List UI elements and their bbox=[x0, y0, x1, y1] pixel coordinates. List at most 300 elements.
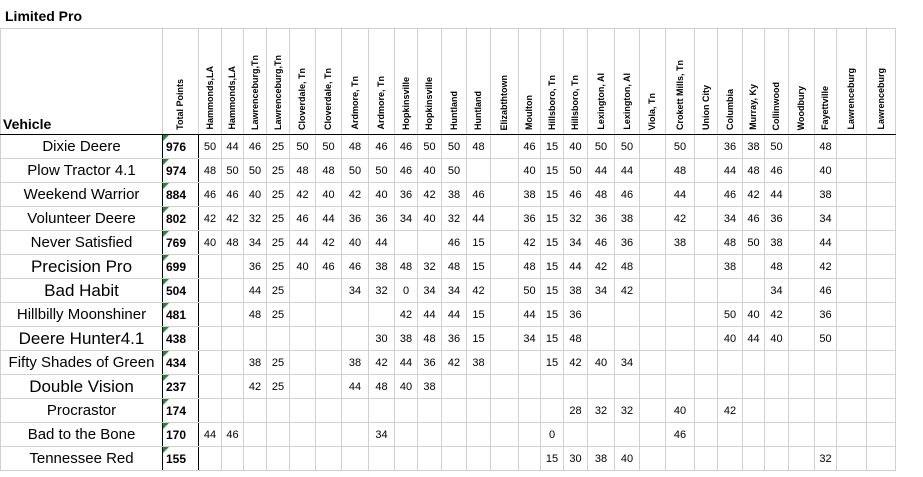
points-cell[interactable] bbox=[743, 423, 765, 447]
points-cell[interactable] bbox=[491, 231, 519, 255]
points-cell[interactable] bbox=[815, 399, 837, 423]
points-cell[interactable]: 44 bbox=[815, 231, 837, 255]
points-cell[interactable]: 38 bbox=[718, 255, 743, 279]
points-cell[interactable]: 36 bbox=[369, 207, 395, 231]
points-cell[interactable]: 40 bbox=[369, 183, 395, 207]
points-cell[interactable] bbox=[789, 207, 815, 231]
points-cell[interactable]: 40 bbox=[815, 159, 837, 183]
points-cell[interactable]: 38 bbox=[615, 207, 640, 231]
points-cell[interactable]: 48 bbox=[519, 255, 541, 279]
points-cell[interactable] bbox=[765, 375, 789, 399]
points-cell[interactable] bbox=[199, 447, 222, 471]
points-cell[interactable]: 36 bbox=[244, 255, 267, 279]
points-cell[interactable]: 38 bbox=[666, 231, 695, 255]
vehicle-name[interactable]: Bad Habit bbox=[1, 279, 163, 303]
points-cell[interactable]: 32 bbox=[244, 207, 267, 231]
points-cell[interactable]: 44 bbox=[199, 423, 222, 447]
points-cell[interactable] bbox=[519, 423, 541, 447]
points-cell[interactable]: 40 bbox=[342, 231, 369, 255]
points-cell[interactable]: 40 bbox=[418, 159, 442, 183]
points-cell[interactable] bbox=[867, 375, 896, 399]
points-cell[interactable] bbox=[789, 351, 815, 375]
points-cell[interactable] bbox=[867, 327, 896, 351]
points-cell[interactable]: 34 bbox=[564, 231, 588, 255]
points-cell[interactable] bbox=[640, 255, 666, 279]
points-cell[interactable]: 15 bbox=[541, 183, 564, 207]
points-cell[interactable]: 25 bbox=[267, 183, 290, 207]
points-cell[interactable] bbox=[837, 183, 867, 207]
points-cell[interactable] bbox=[290, 303, 316, 327]
points-cell[interactable] bbox=[615, 423, 640, 447]
total-points-cell[interactable]: 174 bbox=[163, 399, 199, 423]
points-cell[interactable]: 50 bbox=[666, 135, 695, 159]
total-points-cell[interactable]: 769 bbox=[163, 231, 199, 255]
points-cell[interactable] bbox=[695, 207, 718, 231]
points-cell[interactable]: 38 bbox=[564, 279, 588, 303]
points-cell[interactable]: 42 bbox=[222, 207, 244, 231]
points-cell[interactable] bbox=[837, 207, 867, 231]
points-cell[interactable]: 34 bbox=[815, 207, 837, 231]
points-cell[interactable]: 44 bbox=[442, 303, 467, 327]
points-cell[interactable] bbox=[222, 327, 244, 351]
points-cell[interactable] bbox=[867, 255, 896, 279]
points-cell[interactable]: 38 bbox=[815, 183, 837, 207]
points-cell[interactable] bbox=[519, 375, 541, 399]
points-cell[interactable]: 42 bbox=[244, 375, 267, 399]
points-cell[interactable]: 15 bbox=[467, 303, 491, 327]
points-cell[interactable] bbox=[316, 423, 342, 447]
points-cell[interactable]: 50 bbox=[718, 303, 743, 327]
points-cell[interactable] bbox=[290, 399, 316, 423]
points-cell[interactable]: 50 bbox=[442, 159, 467, 183]
points-cell[interactable] bbox=[789, 399, 815, 423]
points-cell[interactable]: 46 bbox=[615, 183, 640, 207]
points-cell[interactable] bbox=[718, 447, 743, 471]
points-cell[interactable]: 34 bbox=[369, 423, 395, 447]
points-cell[interactable]: 34 bbox=[442, 279, 467, 303]
points-cell[interactable] bbox=[316, 447, 342, 471]
points-cell[interactable]: 48 bbox=[666, 159, 695, 183]
points-cell[interactable]: 48 bbox=[718, 231, 743, 255]
points-cell[interactable] bbox=[199, 399, 222, 423]
points-cell[interactable] bbox=[867, 279, 896, 303]
points-cell[interactable]: 25 bbox=[267, 279, 290, 303]
points-cell[interactable] bbox=[666, 447, 695, 471]
points-cell[interactable] bbox=[222, 399, 244, 423]
points-cell[interactable] bbox=[695, 231, 718, 255]
points-cell[interactable]: 46 bbox=[369, 135, 395, 159]
total-points-cell[interactable]: 481 bbox=[163, 303, 199, 327]
points-cell[interactable] bbox=[695, 135, 718, 159]
points-cell[interactable]: 30 bbox=[369, 327, 395, 351]
points-cell[interactable]: 15 bbox=[541, 231, 564, 255]
points-cell[interactable]: 50 bbox=[290, 135, 316, 159]
points-cell[interactable] bbox=[789, 159, 815, 183]
points-cell[interactable] bbox=[222, 279, 244, 303]
points-cell[interactable] bbox=[743, 255, 765, 279]
points-cell[interactable] bbox=[316, 375, 342, 399]
points-cell[interactable] bbox=[491, 303, 519, 327]
points-cell[interactable] bbox=[815, 375, 837, 399]
points-cell[interactable]: 46 bbox=[666, 423, 695, 447]
points-cell[interactable] bbox=[541, 399, 564, 423]
points-cell[interactable] bbox=[290, 327, 316, 351]
points-cell[interactable]: 15 bbox=[541, 303, 564, 327]
points-cell[interactable] bbox=[789, 447, 815, 471]
points-cell[interactable] bbox=[244, 399, 267, 423]
total-points-cell[interactable]: 699 bbox=[163, 255, 199, 279]
points-cell[interactable] bbox=[267, 327, 290, 351]
points-cell[interactable] bbox=[418, 231, 442, 255]
points-cell[interactable] bbox=[588, 327, 615, 351]
points-cell[interactable] bbox=[743, 399, 765, 423]
points-cell[interactable] bbox=[789, 423, 815, 447]
points-cell[interactable]: 40 bbox=[743, 303, 765, 327]
points-cell[interactable]: 42 bbox=[564, 351, 588, 375]
points-cell[interactable] bbox=[837, 135, 867, 159]
points-cell[interactable] bbox=[695, 159, 718, 183]
points-cell[interactable] bbox=[666, 375, 695, 399]
points-cell[interactable] bbox=[467, 159, 491, 183]
points-cell[interactable]: 48 bbox=[815, 135, 837, 159]
points-cell[interactable] bbox=[765, 399, 789, 423]
points-cell[interactable]: 40 bbox=[244, 183, 267, 207]
points-cell[interactable] bbox=[342, 423, 369, 447]
points-cell[interactable]: 25 bbox=[267, 135, 290, 159]
points-cell[interactable]: 46 bbox=[395, 135, 418, 159]
points-cell[interactable]: 25 bbox=[267, 231, 290, 255]
points-cell[interactable] bbox=[837, 447, 867, 471]
points-cell[interactable] bbox=[615, 375, 640, 399]
points-cell[interactable]: 46 bbox=[395, 159, 418, 183]
points-cell[interactable]: 36 bbox=[588, 207, 615, 231]
points-cell[interactable]: 30 bbox=[564, 447, 588, 471]
points-cell[interactable]: 46 bbox=[588, 231, 615, 255]
points-cell[interactable]: 48 bbox=[222, 231, 244, 255]
points-cell[interactable] bbox=[588, 303, 615, 327]
points-cell[interactable] bbox=[718, 279, 743, 303]
points-cell[interactable] bbox=[837, 423, 867, 447]
points-cell[interactable] bbox=[491, 255, 519, 279]
points-cell[interactable]: 50 bbox=[222, 159, 244, 183]
points-cell[interactable]: 42 bbox=[519, 231, 541, 255]
points-cell[interactable] bbox=[867, 447, 896, 471]
points-cell[interactable]: 50 bbox=[588, 135, 615, 159]
points-cell[interactable] bbox=[640, 351, 666, 375]
points-cell[interactable]: 36 bbox=[342, 207, 369, 231]
points-cell[interactable] bbox=[369, 447, 395, 471]
points-cell[interactable]: 15 bbox=[541, 135, 564, 159]
points-cell[interactable]: 48 bbox=[395, 255, 418, 279]
points-cell[interactable] bbox=[290, 375, 316, 399]
points-cell[interactable]: 34 bbox=[395, 207, 418, 231]
points-cell[interactable] bbox=[588, 375, 615, 399]
points-cell[interactable] bbox=[867, 183, 896, 207]
points-cell[interactable] bbox=[491, 135, 519, 159]
points-cell[interactable]: 32 bbox=[369, 279, 395, 303]
points-cell[interactable] bbox=[789, 375, 815, 399]
points-cell[interactable]: 46 bbox=[519, 135, 541, 159]
points-cell[interactable]: 46 bbox=[467, 183, 491, 207]
points-cell[interactable] bbox=[695, 375, 718, 399]
points-cell[interactable] bbox=[442, 447, 467, 471]
points-cell[interactable] bbox=[491, 207, 519, 231]
points-cell[interactable]: 50 bbox=[519, 279, 541, 303]
points-cell[interactable] bbox=[837, 351, 867, 375]
vehicle-name[interactable]: Precision Pro bbox=[1, 255, 163, 279]
points-cell[interactable] bbox=[491, 447, 519, 471]
points-cell[interactable]: 48 bbox=[342, 135, 369, 159]
points-cell[interactable] bbox=[640, 135, 666, 159]
points-cell[interactable]: 28 bbox=[564, 399, 588, 423]
points-cell[interactable]: 36 bbox=[442, 327, 467, 351]
total-points-cell[interactable]: 237 bbox=[163, 375, 199, 399]
points-cell[interactable] bbox=[666, 327, 695, 351]
points-cell[interactable]: 50 bbox=[615, 135, 640, 159]
total-points-cell[interactable]: 974 bbox=[163, 159, 199, 183]
points-cell[interactable]: 25 bbox=[267, 351, 290, 375]
points-cell[interactable] bbox=[640, 183, 666, 207]
total-points-cell[interactable]: 434 bbox=[163, 351, 199, 375]
points-cell[interactable]: 32 bbox=[564, 207, 588, 231]
points-cell[interactable]: 15 bbox=[541, 159, 564, 183]
points-cell[interactable]: 38 bbox=[765, 231, 789, 255]
vehicle-name[interactable]: Bad to the Bone bbox=[1, 423, 163, 447]
total-points-cell[interactable]: 504 bbox=[163, 279, 199, 303]
points-cell[interactable] bbox=[222, 375, 244, 399]
points-cell[interactable]: 40 bbox=[615, 447, 640, 471]
vehicle-name[interactable]: Tennessee Red bbox=[1, 447, 163, 471]
points-cell[interactable]: 36 bbox=[395, 183, 418, 207]
points-cell[interactable] bbox=[815, 351, 837, 375]
points-cell[interactable] bbox=[867, 303, 896, 327]
points-cell[interactable] bbox=[267, 423, 290, 447]
points-cell[interactable]: 44 bbox=[290, 231, 316, 255]
points-cell[interactable]: 46 bbox=[222, 183, 244, 207]
points-cell[interactable]: 44 bbox=[467, 207, 491, 231]
points-cell[interactable]: 44 bbox=[369, 231, 395, 255]
points-cell[interactable]: 48 bbox=[290, 159, 316, 183]
points-cell[interactable] bbox=[837, 303, 867, 327]
points-cell[interactable]: 32 bbox=[588, 399, 615, 423]
points-cell[interactable]: 32 bbox=[615, 399, 640, 423]
points-cell[interactable]: 50 bbox=[369, 159, 395, 183]
points-cell[interactable] bbox=[442, 375, 467, 399]
points-cell[interactable]: 42 bbox=[290, 183, 316, 207]
points-cell[interactable] bbox=[640, 447, 666, 471]
total-points-cell[interactable]: 802 bbox=[163, 207, 199, 231]
points-cell[interactable]: 25 bbox=[267, 375, 290, 399]
points-cell[interactable] bbox=[837, 279, 867, 303]
points-cell[interactable] bbox=[695, 255, 718, 279]
points-cell[interactable] bbox=[369, 303, 395, 327]
points-cell[interactable]: 44 bbox=[588, 159, 615, 183]
points-cell[interactable] bbox=[718, 375, 743, 399]
points-cell[interactable]: 42 bbox=[395, 303, 418, 327]
points-cell[interactable]: 44 bbox=[244, 279, 267, 303]
points-cell[interactable]: 34 bbox=[342, 279, 369, 303]
points-cell[interactable] bbox=[837, 375, 867, 399]
points-cell[interactable] bbox=[743, 375, 765, 399]
points-cell[interactable]: 50 bbox=[342, 159, 369, 183]
points-cell[interactable]: 40 bbox=[718, 327, 743, 351]
points-cell[interactable] bbox=[290, 447, 316, 471]
points-cell[interactable] bbox=[789, 327, 815, 351]
points-cell[interactable] bbox=[491, 399, 519, 423]
total-points-cell[interactable]: 170 bbox=[163, 423, 199, 447]
points-cell[interactable]: 40 bbox=[519, 159, 541, 183]
total-points-cell[interactable]: 155 bbox=[163, 447, 199, 471]
points-cell[interactable] bbox=[418, 423, 442, 447]
vehicle-name[interactable]: Plow Tractor 4.1 bbox=[1, 159, 163, 183]
points-cell[interactable] bbox=[789, 303, 815, 327]
points-cell[interactable]: 42 bbox=[743, 183, 765, 207]
points-cell[interactable] bbox=[837, 231, 867, 255]
points-cell[interactable]: 15 bbox=[541, 207, 564, 231]
vehicle-name[interactable]: Procrastor bbox=[1, 399, 163, 423]
points-cell[interactable]: 48 bbox=[588, 183, 615, 207]
points-cell[interactable] bbox=[789, 231, 815, 255]
points-cell[interactable]: 38 bbox=[588, 447, 615, 471]
points-cell[interactable]: 38 bbox=[442, 183, 467, 207]
points-cell[interactable] bbox=[867, 423, 896, 447]
points-cell[interactable]: 44 bbox=[765, 183, 789, 207]
points-cell[interactable]: 42 bbox=[588, 255, 615, 279]
points-cell[interactable] bbox=[789, 255, 815, 279]
points-cell[interactable] bbox=[395, 447, 418, 471]
points-cell[interactable]: 50 bbox=[418, 135, 442, 159]
points-cell[interactable]: 36 bbox=[815, 303, 837, 327]
points-cell[interactable] bbox=[695, 447, 718, 471]
points-cell[interactable] bbox=[640, 327, 666, 351]
points-cell[interactable]: 36 bbox=[765, 207, 789, 231]
points-cell[interactable]: 50 bbox=[316, 135, 342, 159]
points-cell[interactable] bbox=[244, 423, 267, 447]
points-cell[interactable]: 32 bbox=[442, 207, 467, 231]
points-cell[interactable]: 15 bbox=[467, 255, 491, 279]
points-cell[interactable]: 38 bbox=[418, 375, 442, 399]
points-cell[interactable]: 32 bbox=[418, 255, 442, 279]
points-cell[interactable]: 44 bbox=[564, 255, 588, 279]
points-cell[interactable] bbox=[199, 279, 222, 303]
points-cell[interactable] bbox=[369, 399, 395, 423]
points-cell[interactable] bbox=[222, 351, 244, 375]
points-cell[interactable] bbox=[541, 375, 564, 399]
points-cell[interactable] bbox=[695, 279, 718, 303]
points-cell[interactable]: 46 bbox=[342, 255, 369, 279]
points-cell[interactable] bbox=[640, 303, 666, 327]
points-cell[interactable]: 48 bbox=[615, 255, 640, 279]
points-cell[interactable] bbox=[442, 399, 467, 423]
points-cell[interactable] bbox=[695, 327, 718, 351]
points-cell[interactable] bbox=[837, 327, 867, 351]
points-cell[interactable]: 46 bbox=[815, 279, 837, 303]
points-cell[interactable]: 38 bbox=[467, 351, 491, 375]
points-cell[interactable] bbox=[867, 159, 896, 183]
vehicle-name[interactable]: Never Satisfied bbox=[1, 231, 163, 255]
points-cell[interactable]: 32 bbox=[815, 447, 837, 471]
points-cell[interactable] bbox=[867, 135, 896, 159]
points-cell[interactable]: 48 bbox=[369, 375, 395, 399]
points-cell[interactable]: 40 bbox=[666, 399, 695, 423]
points-cell[interactable]: 46 bbox=[244, 135, 267, 159]
points-cell[interactable]: 46 bbox=[564, 183, 588, 207]
points-cell[interactable]: 34 bbox=[615, 351, 640, 375]
points-cell[interactable]: 40 bbox=[588, 351, 615, 375]
points-cell[interactable]: 40 bbox=[290, 255, 316, 279]
points-cell[interactable] bbox=[199, 351, 222, 375]
points-cell[interactable] bbox=[199, 327, 222, 351]
points-cell[interactable]: 46 bbox=[743, 207, 765, 231]
points-cell[interactable]: 44 bbox=[519, 303, 541, 327]
points-cell[interactable]: 38 bbox=[244, 351, 267, 375]
points-cell[interactable]: 40 bbox=[418, 207, 442, 231]
points-cell[interactable] bbox=[199, 375, 222, 399]
points-cell[interactable]: 25 bbox=[267, 255, 290, 279]
points-cell[interactable] bbox=[640, 159, 666, 183]
points-cell[interactable] bbox=[640, 207, 666, 231]
points-cell[interactable]: 15 bbox=[467, 327, 491, 351]
points-cell[interactable] bbox=[491, 183, 519, 207]
points-cell[interactable] bbox=[290, 351, 316, 375]
points-cell[interactable]: 15 bbox=[541, 351, 564, 375]
points-cell[interactable]: 48 bbox=[743, 159, 765, 183]
points-cell[interactable]: 50 bbox=[564, 159, 588, 183]
points-cell[interactable]: 42 bbox=[442, 351, 467, 375]
vehicle-name[interactable]: Dixie Deere bbox=[1, 135, 163, 159]
vehicle-name[interactable]: Hillbilly Moonshiner bbox=[1, 303, 163, 327]
points-cell[interactable] bbox=[290, 423, 316, 447]
points-cell[interactable] bbox=[395, 231, 418, 255]
points-cell[interactable] bbox=[316, 327, 342, 351]
points-cell[interactable] bbox=[467, 399, 491, 423]
points-cell[interactable] bbox=[695, 351, 718, 375]
points-cell[interactable] bbox=[267, 447, 290, 471]
points-cell[interactable]: 40 bbox=[316, 183, 342, 207]
points-cell[interactable] bbox=[867, 351, 896, 375]
points-cell[interactable] bbox=[342, 447, 369, 471]
points-cell[interactable] bbox=[244, 327, 267, 351]
vehicle-name[interactable]: Double Vision bbox=[1, 375, 163, 399]
points-cell[interactable] bbox=[718, 351, 743, 375]
points-cell[interactable]: 38 bbox=[519, 183, 541, 207]
points-cell[interactable] bbox=[342, 327, 369, 351]
points-cell[interactable] bbox=[395, 423, 418, 447]
points-cell[interactable] bbox=[640, 231, 666, 255]
points-cell[interactable] bbox=[765, 423, 789, 447]
points-cell[interactable]: 42 bbox=[342, 183, 369, 207]
points-cell[interactable]: 36 bbox=[418, 351, 442, 375]
points-cell[interactable] bbox=[695, 183, 718, 207]
points-cell[interactable]: 40 bbox=[199, 231, 222, 255]
points-cell[interactable]: 15 bbox=[467, 231, 491, 255]
points-cell[interactable] bbox=[615, 327, 640, 351]
points-cell[interactable] bbox=[519, 399, 541, 423]
points-cell[interactable] bbox=[467, 423, 491, 447]
points-cell[interactable]: 36 bbox=[718, 135, 743, 159]
points-cell[interactable]: 44 bbox=[342, 375, 369, 399]
points-cell[interactable] bbox=[666, 279, 695, 303]
points-cell[interactable] bbox=[267, 399, 290, 423]
points-cell[interactable] bbox=[666, 351, 695, 375]
points-cell[interactable] bbox=[867, 399, 896, 423]
points-cell[interactable]: 38 bbox=[743, 135, 765, 159]
points-cell[interactable]: 48 bbox=[765, 255, 789, 279]
points-cell[interactable] bbox=[743, 279, 765, 303]
points-cell[interactable] bbox=[222, 303, 244, 327]
points-cell[interactable]: 34 bbox=[519, 327, 541, 351]
vehicle-name[interactable]: Volunteer Deere bbox=[1, 207, 163, 231]
